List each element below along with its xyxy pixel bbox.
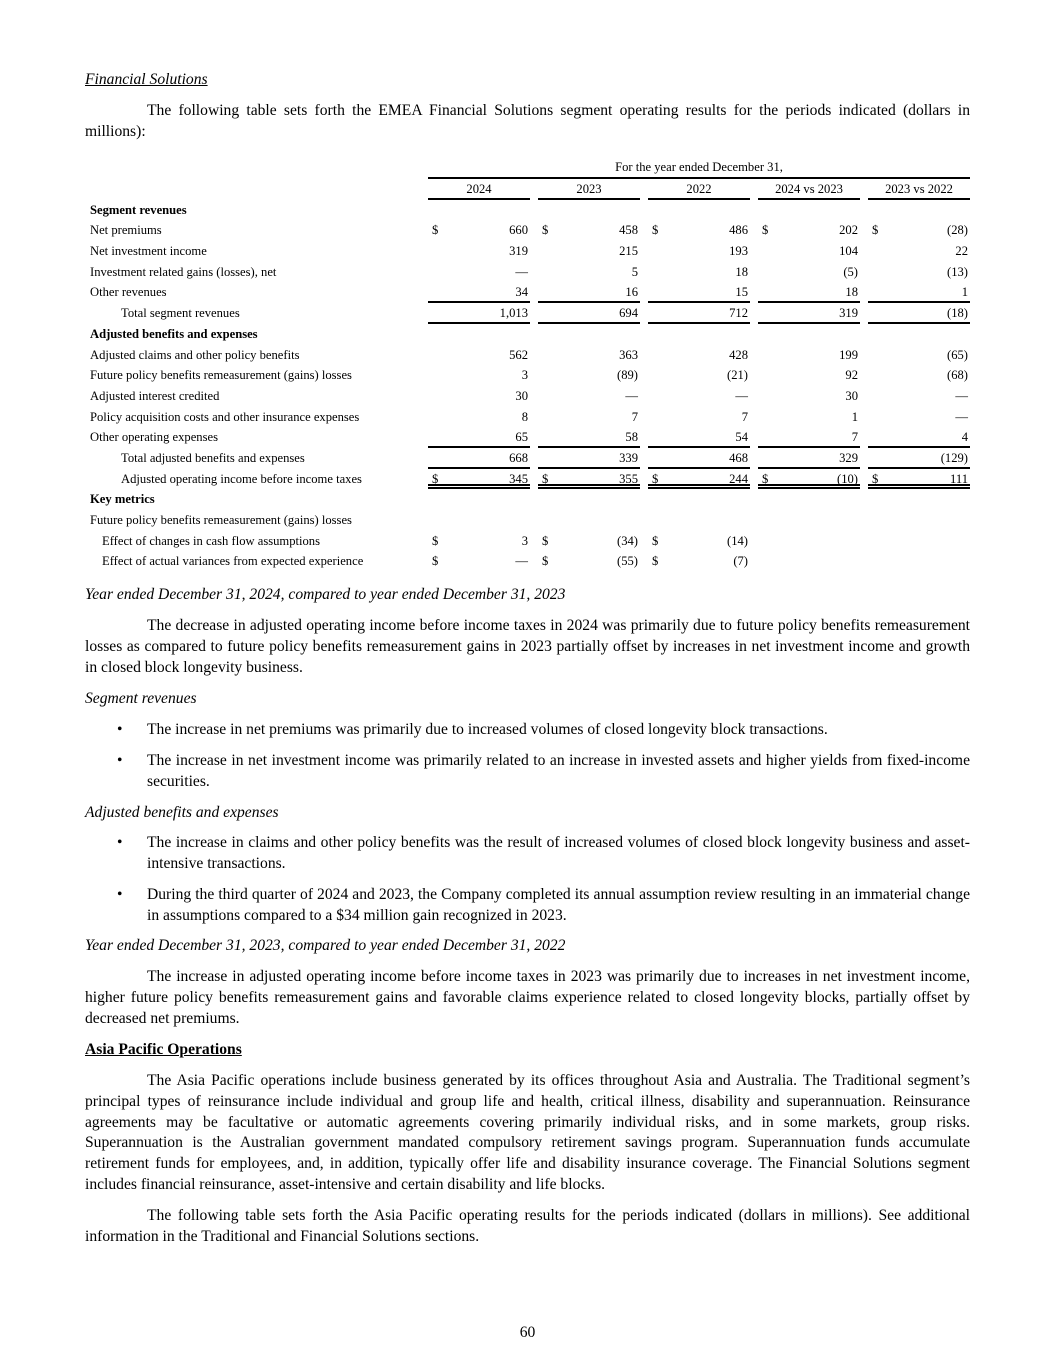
table-cell	[648, 386, 750, 407]
row-label: Total adjusted benefits and expenses	[121, 450, 305, 465]
cell-value: 458	[619, 223, 638, 238]
table-cell	[868, 448, 970, 469]
table-cell	[758, 365, 860, 386]
cell-value: 329	[839, 450, 858, 465]
cell-value: 339	[619, 450, 638, 465]
table-row	[85, 448, 970, 469]
dollar-sign: $	[432, 533, 439, 548]
table-cell	[428, 365, 530, 386]
cell-value: (129)	[940, 450, 968, 465]
heading-2023-comparison: Year ended December 31, 2023, compared to year ended December 31, 2022	[85, 937, 566, 954]
cell-value: (55)	[617, 554, 638, 569]
table-cell	[868, 407, 970, 428]
dollar-sign: $	[542, 471, 549, 486]
cell-value: 92	[845, 368, 858, 383]
table-row	[85, 324, 970, 345]
column-header: 2024 vs 2023	[758, 179, 860, 200]
cell-value: (89)	[617, 368, 638, 383]
dollar-sign: $	[652, 471, 659, 486]
table-row	[85, 551, 970, 572]
row-label: Other operating expenses	[90, 430, 218, 445]
bullet-item: • The increase in net investment income was primarily related to an increase in invested assets and higher yields from fixed-income securities.	[117, 752, 970, 790]
table-cell	[538, 551, 640, 572]
table-row	[85, 386, 970, 407]
table-cell	[648, 531, 750, 552]
dollar-sign: $	[762, 223, 769, 238]
asia-pacific-paragraph: The Asia Pacific operations include business generated by its offices throughout Asia and Australia. The Traditional segment’s principal types of reinsurance include individual and group life and health, critical illness, disability and superannuation. Reinsurance agreements may be facultative or automatic agreements covering primarily individual risks, and in some markets, group risks. Superannuation is the Australian government mandated compulsory retirement savings program. Superannuation funds accumulate retirement funds for employees, and, in addition, typically offer life and disability insurance coverage. The Financial Solutions segment includes financial reinsurance, asset-intensive and certain disability and life blocks.	[85, 1072, 970, 1193]
dollar-sign: $	[652, 554, 659, 569]
table-cell	[758, 282, 860, 303]
cell-value: —	[625, 388, 638, 403]
table-cell	[758, 220, 860, 241]
cell-value: (34)	[617, 533, 638, 548]
cell-value: —	[735, 388, 748, 403]
cell-value: (5)	[843, 264, 858, 279]
column-header: 2024	[428, 179, 530, 200]
dollar-sign: $	[542, 533, 549, 548]
cell-value: —	[955, 388, 968, 403]
cell-value: —	[515, 554, 528, 569]
table-header-spacer	[85, 179, 420, 200]
paragraph-2023: The increase in adjusted operating income before income taxes in 2023 was primarily due to increases in net investment income, higher future policy benefits remeasurement gains and favorable claims experience related to closed longevity blocks, partially offset by decreased net premiums.	[85, 968, 970, 1027]
table-cell	[538, 427, 640, 448]
cell-value: 104	[839, 244, 858, 259]
table-row	[85, 365, 970, 386]
table-cell	[538, 345, 640, 366]
cell-value: 319	[509, 244, 528, 259]
cell-value: 34	[515, 285, 528, 300]
cell-value: 199	[839, 347, 858, 362]
row-label: Net premiums	[90, 223, 162, 238]
table-cell	[868, 241, 970, 262]
cell-value: 18	[735, 264, 748, 279]
table-cell	[428, 241, 530, 262]
cell-value: 18	[845, 285, 858, 300]
table-cell	[428, 427, 530, 448]
paragraph-2024: The decrease in adjusted operating income before income taxes in 2024 was primarily due to future policy benefits remeasurement losses as compared to future policy benefits remeasurement gains in 2023 partially offset by increases in net investment income and growth in closed block longevity business.	[85, 617, 970, 676]
dollar-sign: $	[872, 223, 879, 238]
cell-value: 65	[515, 430, 528, 445]
cell-value: 1	[961, 285, 968, 300]
row-label: Adjusted operating income before income taxes	[121, 471, 362, 486]
table-cell	[648, 241, 750, 262]
cell-value: 15	[735, 285, 748, 300]
table-cell	[538, 448, 640, 469]
table-row	[85, 531, 970, 552]
dollar-sign: $	[652, 223, 659, 238]
cell-value: 694	[619, 306, 638, 321]
table-cell	[428, 531, 530, 552]
table-column-headers	[85, 179, 970, 200]
table-cell	[648, 427, 750, 448]
cell-value: 668	[509, 450, 528, 465]
table-cell	[428, 407, 530, 428]
cell-value: 7	[851, 430, 858, 445]
row-label: Total segment revenues	[121, 306, 240, 321]
table-cell	[868, 282, 970, 303]
table-cell	[538, 303, 640, 324]
table-cell	[758, 469, 860, 490]
cell-value: 16	[625, 285, 638, 300]
bullet-icon: •	[117, 886, 123, 903]
table-span-header: For the year ended December 31,	[428, 157, 970, 179]
subheading-segment-revenues: Segment revenues	[85, 690, 197, 707]
table-cell	[538, 365, 640, 386]
page-number: 60	[519, 1324, 536, 1341]
table-cell	[758, 345, 860, 366]
row-label: Future policy benefits remeasurement (gains) losses	[90, 513, 352, 527]
bullet-item: • The increase in claims and other policy benefits was the result of increased volumes of closed block longevity business and asset-intensive transactions.	[117, 834, 970, 872]
column-header: 2023 vs 2022	[868, 179, 970, 200]
cell-value: 111	[950, 471, 968, 486]
cell-value: 428	[729, 347, 748, 362]
cell-value: 215	[619, 244, 638, 259]
cell-value: 1	[851, 409, 858, 424]
row-label: Adjusted claims and other policy benefits	[90, 347, 300, 362]
cell-value: —	[955, 409, 968, 424]
cell-value: (21)	[727, 368, 748, 383]
section-title: Financial Solutions	[85, 71, 208, 88]
row-label: Segment revenues	[90, 202, 187, 217]
bullet-icon: •	[117, 834, 123, 851]
table-cell	[428, 220, 530, 241]
subheading-adjusted-benefits: Adjusted benefits and expenses	[85, 804, 279, 821]
cell-value: 3	[521, 368, 528, 383]
table-cell	[428, 469, 530, 490]
row-label: Future policy benefits remeasurement (gains) losses	[90, 368, 352, 383]
table-cell	[868, 345, 970, 366]
cell-value: 562	[509, 347, 528, 362]
table-cell	[538, 282, 640, 303]
table-body	[85, 200, 970, 572]
cell-value: 3	[521, 533, 528, 548]
cell-value: 355	[619, 471, 638, 486]
row-label: Effect of changes in cash flow assumptions	[102, 533, 321, 548]
cell-value: 5	[631, 264, 638, 279]
table-row	[85, 489, 970, 510]
table-cell	[538, 469, 640, 490]
cell-value: 4	[961, 430, 968, 445]
cell-value: (18)	[947, 306, 968, 321]
table-row	[85, 407, 970, 428]
table-cell	[538, 407, 640, 428]
table-cell	[868, 469, 970, 490]
row-label: Policy acquisition costs and other insurance expenses	[90, 409, 360, 424]
table-cell	[648, 469, 750, 490]
table-cell	[648, 551, 750, 572]
dollar-sign: $	[432, 223, 439, 238]
cell-value: 22	[955, 244, 968, 259]
table-cell	[648, 345, 750, 366]
table-cell	[648, 365, 750, 386]
table-cell	[758, 407, 860, 428]
cell-value: (7)	[733, 554, 748, 569]
table-cell	[428, 386, 530, 407]
table-cell	[868, 427, 970, 448]
column-header: 2023	[538, 179, 640, 200]
table-cell	[648, 220, 750, 241]
cell-value: (68)	[947, 368, 968, 383]
table-row	[85, 469, 970, 490]
cell-value: 58	[625, 430, 638, 445]
table-cell	[758, 241, 860, 262]
row-label: Key metrics	[90, 492, 155, 507]
table-cell	[538, 262, 640, 283]
cell-value: 486	[729, 223, 748, 238]
cell-value: 712	[729, 306, 748, 321]
cell-value: 660	[509, 223, 528, 238]
asia-pacific-table-intro: The following table sets forth the Asia Pacific operating results for the periods indicated (dollars in millions). See additional information in the Traditional and Financial Solutions sections.	[85, 1207, 970, 1245]
cell-value: 193	[729, 244, 748, 259]
table-cell	[428, 448, 530, 469]
table-row	[85, 262, 970, 283]
cell-value: (65)	[947, 347, 968, 362]
table-cell	[868, 220, 970, 241]
table-cell	[868, 365, 970, 386]
table-cell	[758, 448, 860, 469]
asia-pacific-title: Asia Pacific Operations	[85, 1041, 242, 1058]
table-cell	[428, 303, 530, 324]
dollar-sign: $	[542, 223, 549, 238]
cell-value: 202	[839, 223, 858, 238]
cell-value: (28)	[947, 223, 968, 238]
table-cell	[538, 386, 640, 407]
table-cell	[758, 303, 860, 324]
table-row	[85, 200, 970, 221]
table-row	[85, 427, 970, 448]
cell-value: 468	[729, 450, 748, 465]
table-cell	[868, 303, 970, 324]
table-cell	[428, 345, 530, 366]
table-cell	[648, 407, 750, 428]
cell-value: 30	[845, 388, 858, 403]
dollar-sign: $	[432, 554, 439, 569]
table-row	[85, 220, 970, 241]
table-row	[85, 510, 970, 531]
table-cell	[428, 262, 530, 283]
cell-value: 7	[741, 409, 748, 424]
cell-value: 244	[729, 471, 748, 486]
dollar-sign: $	[432, 471, 439, 486]
table-cell	[538, 531, 640, 552]
table-cell	[428, 551, 530, 572]
cell-value: 345	[509, 471, 528, 486]
table-cell	[758, 427, 860, 448]
table-cell	[648, 262, 750, 283]
table-row	[85, 282, 970, 303]
row-label: Adjusted interest credited	[90, 388, 220, 403]
row-label: Adjusted benefits and expenses	[90, 326, 258, 341]
table-cell	[758, 262, 860, 283]
cell-value: —	[515, 264, 528, 279]
cell-value: (14)	[727, 533, 748, 548]
row-label: Effect of actual variances from expected experience	[102, 554, 364, 569]
column-header: 2022	[648, 179, 750, 200]
table-cell	[648, 448, 750, 469]
table-row	[85, 241, 970, 262]
bullet-icon: •	[117, 752, 123, 769]
dollar-sign: $	[872, 471, 879, 486]
bullet-item: • The increase in net premiums was primarily due to increased volumes of closed longevity block transactions.	[117, 720, 970, 741]
cell-value: 30	[515, 388, 528, 403]
table-row	[85, 345, 970, 366]
intro-paragraph: The following table sets forth the EMEA Financial Solutions segment operating results for the periods indicated (dollars in millions):	[85, 102, 970, 140]
operating-results-table	[85, 157, 970, 572]
table-cell	[758, 386, 860, 407]
row-label: Other revenues	[90, 285, 167, 300]
dollar-sign: $	[542, 554, 549, 569]
cell-value: 1,013	[499, 306, 528, 321]
cell-value: 319	[839, 306, 858, 321]
cell-value: 54	[735, 430, 748, 445]
bullet-icon: •	[117, 721, 123, 738]
table-row	[85, 303, 970, 324]
table-cell	[538, 241, 640, 262]
table-cell	[538, 220, 640, 241]
row-label: Net investment income	[90, 244, 207, 259]
cell-value: 7	[631, 409, 638, 424]
dollar-sign: $	[652, 533, 659, 548]
table-cell	[868, 262, 970, 283]
table-cell	[648, 303, 750, 324]
dollar-sign: $	[762, 471, 769, 486]
cell-value: (13)	[947, 264, 968, 279]
cell-value: 363	[619, 347, 638, 362]
row-label: Investment related gains (losses), net	[90, 264, 277, 279]
table-cell	[428, 282, 530, 303]
cell-value: (10)	[837, 471, 858, 486]
table-cell	[648, 282, 750, 303]
cell-value: 8	[521, 409, 528, 424]
table-cell	[868, 386, 970, 407]
heading-2024-comparison: Year ended December 31, 2024, compared to year ended December 31, 2023	[85, 586, 566, 603]
bullet-item: • During the third quarter of 2024 and 2023, the Company completed its annual assumption review resulting in an immaterial change in assumptions compared to a $34 million gain recognized in 2023.	[117, 886, 970, 924]
